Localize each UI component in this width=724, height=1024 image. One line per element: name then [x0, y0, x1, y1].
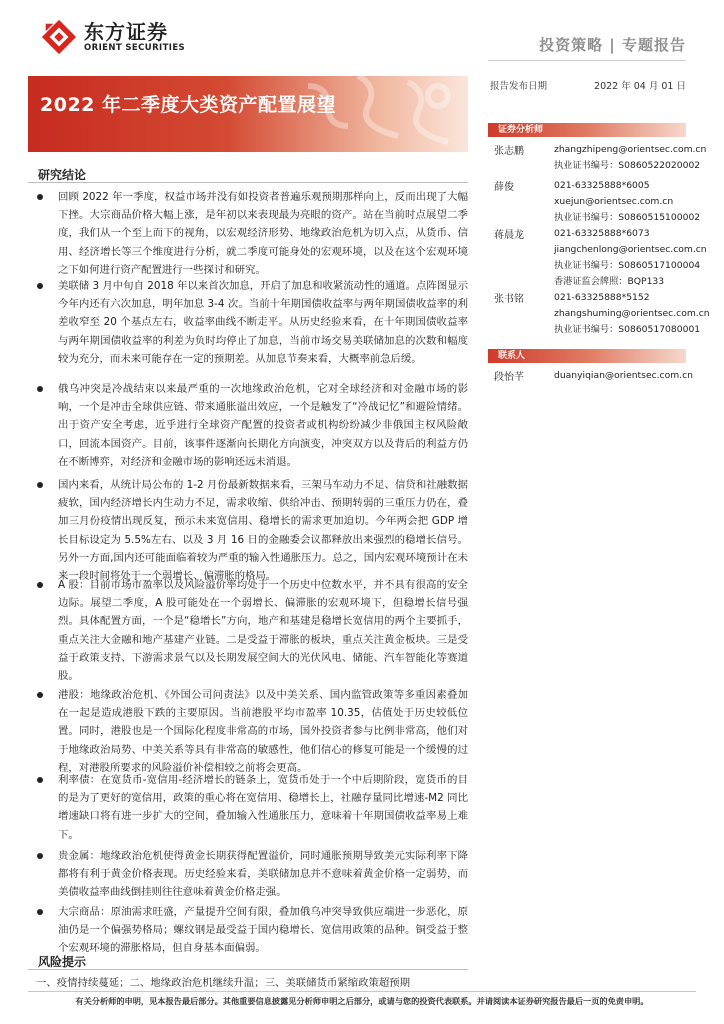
analyst-phone: 021-63325888*6073 [554, 228, 650, 239]
bullet-dot-icon [37, 386, 43, 392]
contact-email[interactable]: duanyiqian@orientsec.com.cn [554, 370, 693, 381]
analyst-email[interactable]: jiangchenlong@orientsec.com.cn [554, 244, 707, 255]
analyst-license: 执业证书编号：S0860517100004 [554, 260, 701, 271]
risk-text: 一、疫情持续蔓延；二、地缘政治危机继续升温；三、美联储货币紧缩政策超预期 [36, 977, 411, 989]
summary-bullet: 国内来看，从统计局公布的 1-2 月份最新数据来看，三架马车动力不足、信贷和社融数据疲软，国内经济增长内生动力不足，需求收缩、供给冲击、预期转弱的三重压力仍在，叠加三月份疫情出现反复，预示未来宽信用、稳增长的需求更加迫切。今年两会把 GDP 增长目标设定为 5.5%左右、以及 3 月 16 日的金融委会议都释放出来强烈的稳增长信号。另外一方面,国内还可能面临着较为严重的输入性通胀压力。总之，国内宏观环境预计在未来一段时间将处于一个弱增长、偏滞胀的格局。 [36, 476, 468, 585]
summary-bullet: 利率债：在宽货币-宽信用-经济增长的链条上，宽货币处于一个中后期阶段，宽货币的目的是为了更好的宽信用，政策的重心将在宽信用、稳增长上，社融存量同比增速-M2 同比增速缺口将有进一步扩大的空间，叠加输入性通胀压力，意味着十年期国债收益率易上难下。 [36, 771, 468, 844]
bullet-dot-icon [37, 777, 43, 783]
brand-name-en: ORIENT SECURITIES [84, 42, 186, 53]
analyst-phone: 021-63325888*6005 [554, 180, 650, 191]
summary-bullet: 大宗商品：原油需求旺盛，产量提升空间有限，叠加俄乌冲突导致供应端进一步恶化，原油仍是一个偏强势格局；螺纹钢是最受益于国内稳增长、宽信用政策的品种。铜受益于整个宏观环境的滞胀格局，但自身基本面偏弱。 [36, 903, 468, 958]
analyst-license: 执业证书编号：S0860522020002 [554, 160, 701, 171]
analyst-name: 张志鹏 [494, 146, 524, 157]
bullet-dot-icon [37, 853, 43, 859]
bullet-dot-icon [37, 582, 43, 588]
bullet-dot-icon [37, 692, 43, 698]
summary-bullet: 贵金属：地缘政治危机使得黄金长期获得配置溢价，同时通胀预期导致美元实际利率下降都将有利于黄金价格表现。历史经验来看，美联储加息并不意味着黄金价格一定弱势，而美债收益率曲线倒挂则往往意味着黄金价格走强。 [36, 847, 468, 902]
analyst-name: 张书铭 [494, 294, 524, 305]
summary-bullet: 港股：地缘政治危机、《外国公司问责法》以及中美关系、国内监管政策等多重因素叠加在一起是造成港股下跌的主要原因。当前港股平均市盈率 10.35，估值处于历史较低位置。同时，港股也是一个国际化程度非常高的市场，国外投资者参与比例非常高，他们对于地缘政治局势、中美关系等具有非常高的敏感性，他们信心的修复可能是一个缓慢的过程，对港股所要求的风险溢价补偿相较之前将会更高。 [36, 686, 468, 777]
header-divider [488, 60, 686, 61]
summary-divider [28, 182, 468, 183]
summary-heading: 研究结论 [38, 168, 87, 182]
analyst-hk-license: 香港证监会牌照：BQP133 [554, 276, 665, 287]
company-logo [40, 18, 185, 56]
analyst-heading: 证券分析师 [498, 125, 544, 135]
disclaimer-footer: 有关分析师的申明，见本报告最后部分。其他重要信息披露见分析师申明之后部分，或请与您的投资代表联系。并请阅读本证券研究报告最后一页的免责申明。 [75, 996, 649, 1006]
analyst-email[interactable]: zhangzhipeng@orientsec.com.cn [554, 144, 707, 155]
summary-bullet: 美联储 3 月中旬自 2018 年以来首次加息，开启了加息和收紧流动性的通道。点阵图显示今年内还有六次加息，明年加息 3-4 次。当前十年期国债收益率与两年期国债收益率的利差收窄至 20 个基点左右，收益率曲线不断走平。从历史经验来看，在十年期国债收益率与两年期国债收益率的利差为负时均停止了加息，当前市场交易美联储加息的次数和幅度较为充分，而未来可能存在一定的预期差。从加息节奏来看，大概率前急后缓。 [36, 277, 468, 368]
bullet-dot-icon [37, 909, 43, 915]
contact-name: 段怡芊 [494, 372, 524, 383]
contact-section-bar [488, 349, 686, 363]
summary-bullet: 回顾 2022 年一季度，权益市场并没有如投资者普遍乐观预期那样向上，反而出现了大幅下挫。大宗商品价格大幅上涨，是年初以来表现最为亮眼的资产。站在当前时点展望二季度，我们从一个至上而下的视角，以宏观经济形势、地缘政治危机为切入点，从货币、信用、经济增长等三个维度进行分析，就二季度可能身处的宏观环境，以及在这个宏观环境之下如何进行资产配置进行一些探讨和研究。 [36, 188, 468, 279]
publish-date-value: 2022 年 04 月 01 日 [594, 81, 686, 92]
publish-date-label: 报告发布日期 [490, 81, 548, 92]
risk-divider [28, 969, 468, 970]
footer-divider [28, 991, 696, 992]
analyst-email[interactable]: xuejun@orientsec.com.cn [554, 196, 674, 207]
analyst-license: 执业证书编号：S0860515100002 [554, 212, 701, 223]
bullet-dot-icon [37, 194, 43, 200]
summary-bullet: 俄乌冲突是冷战结束以来最严重的一次地缘政治危机，它对全球经济和对金融市场的影响，一个是冲击全球供应链、带来通胀溢出效应，一个是触发了“冷战记忆”和避险情绪。出于资产安全考虑，近乎进行全球资产配置的投资者或机构纷纷减少非俄国主权风险敞口，回流本国资产。目前，该事件逐渐向长期化方向演变，冲突双方以及背后的利益方仍在不断博弈，对经济和金融市场的影响还远未消退。 [36, 380, 468, 471]
bullet-dot-icon [37, 482, 43, 488]
orient-securities-logo-icon [40, 18, 78, 56]
summary-bullet: A 股：目前市场市盈率以及风险溢价率均处于一个历史中位数水平，并不具有很高的安全边际。展望二季度，A 股可能处在一个弱增长、偏滞胀的宏观环境下，但稳增长信号强烈。具体配置方面，一个是“稳增长”方向，地产和基建是稳增长宽信用的两个主要抓手，重点关注大金融和地产基建产业链。二是受益于滞胀的板块，重点关注黄金板块。三是受益于政策支持、下游需求景气以及长期发展空间大的光伏风电、储能、汽车智能化等赛道股。 [36, 576, 468, 685]
analyst-license: 执业证书编号：S0860517080001 [554, 324, 701, 335]
bullet-dot-icon [37, 283, 43, 289]
report-type: 投资策略 | 专题报告 [539, 36, 686, 54]
brand-name-cn: 东方证券 [84, 19, 168, 44]
title-banner [28, 76, 468, 152]
analyst-email[interactable]: zhangshuming@orientsec.com.cn [554, 308, 710, 319]
analyst-name: 蒋晨龙 [494, 230, 524, 241]
risk-heading: 风险提示 [38, 955, 87, 969]
report-title: 2022 年二季度大类资产配置展望 [40, 94, 336, 116]
analyst-phone: 021-63325888*5152 [554, 292, 650, 303]
contact-heading: 联系人 [498, 351, 526, 361]
analyst-name: 薛俊 [494, 182, 514, 193]
analyst-section-bar [488, 123, 686, 137]
